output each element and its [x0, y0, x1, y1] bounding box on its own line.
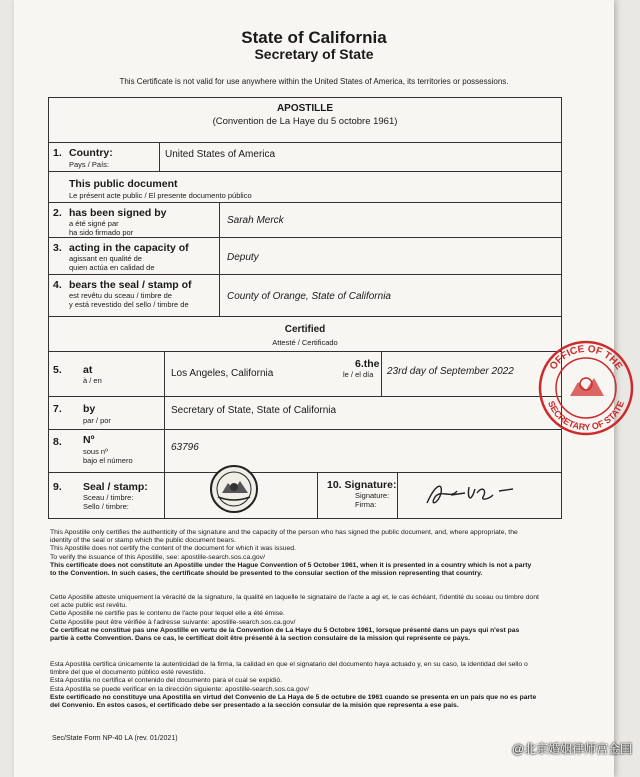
apostille-document — [14, 0, 614, 777]
date-sub: le / el día — [343, 370, 374, 379]
verification-link-fr[interactable]: Cette Apostille peut être vérifiée à l'adresse suivante: apostille-search.sos.ca.gov/ — [50, 618, 296, 626]
secretary-of-state-stamp — [536, 338, 636, 438]
by-sub: par / por — [83, 416, 111, 425]
public-document-sub: Le présent acte public / El presente documento público — [69, 191, 252, 200]
watermark: @北京婚姻律师宫金国 — [511, 742, 632, 756]
spanish-disclaimer — [50, 661, 560, 710]
num-4: 4. — [53, 279, 62, 291]
by-value: Secretary of State, State of California — [171, 405, 337, 416]
capacity-value: Deputy — [227, 252, 259, 263]
num-5: 5. — [53, 364, 62, 376]
row-country — [49, 143, 561, 172]
french-line: Ce certificat ne constitue pas une Apostille en vertu de la Convention de La Haye du 5 Octobre 1961, lorsque présenté dans un pays qui n'est pas — [50, 626, 520, 634]
row-number — [49, 430, 561, 473]
spanish-line: Esta Apostilla certifica únicamente la autenticidad de la firma, la calidad en que el signatario del documento haya actuado y, en su caso, la identidad del sello o — [50, 661, 528, 668]
seal-of-value: County of Orange, State of California — [227, 291, 391, 302]
row-at-date — [49, 352, 561, 397]
number-value: 63796 — [171, 442, 199, 453]
apostille-title: APOSTILLE — [276, 103, 334, 114]
capacity-sub: agissant en qualité de quien actúa en calidad de — [69, 254, 155, 272]
row-seal-of — [49, 275, 561, 317]
num-2: 2. — [53, 207, 62, 219]
english-line: This Apostille does not certify the content of the document for which it was issued. — [50, 545, 296, 553]
great-seal-of-california — [198, 463, 270, 515]
stamp-top-text: OFFICE OF THE — [547, 343, 625, 373]
verification-link-en[interactable]: To verify the issuance of this Apostille, see: apostille-search.sos.ca.gov/ — [50, 553, 265, 561]
row-capacity — [49, 238, 561, 275]
stamp-bottom-text: SECRETARY OF STATE — [546, 399, 626, 433]
num-9: 9. — [53, 481, 62, 493]
country-sub: Pays / País: — [69, 160, 110, 169]
row-by — [49, 397, 561, 430]
validity-notice: This Certificate is not valid for use anywhere within the United States of America, its territories or possessions. — [119, 77, 509, 86]
at-value: Los Angeles, California — [171, 368, 274, 379]
state-title: State of California — [241, 28, 387, 47]
english-disclaimer — [50, 529, 560, 578]
handwritten-signature — [421, 477, 521, 513]
public-document-label: This public document — [69, 178, 178, 190]
english-line: This certificate does not constitute an Apostille under the Hague Convention of 5 October 1961, when it is presented in a country which is not a party — [50, 561, 532, 569]
seal-of-label: bears the seal / stamp of — [69, 279, 192, 291]
num-8: 8. — [53, 436, 62, 448]
signed-label: has been signed by — [69, 207, 167, 219]
num-1: 1. — [53, 147, 62, 159]
seal-of-sub: est revêtu du sceau / timbre de y está revestido del sello / timbre de — [69, 291, 189, 309]
spanish-line: Este certificado no constituye una Apostilla en virtud del Convenio de La Haya de 5 de octubre de 1961 cuando se presenta en un país que no es parte — [50, 693, 537, 701]
number-sub: sous nº bajo el número — [83, 447, 133, 465]
row-seal-signature — [49, 473, 561, 518]
num-7: 7. — [53, 403, 62, 415]
spanish-line: del Convenio. En estos casos, el certificado debe ser presentado a la sección consular de la misión que representa a ese país. — [50, 702, 459, 710]
apostille-box — [48, 97, 562, 519]
apostille-header — [49, 98, 561, 143]
french-disclaimer — [50, 594, 560, 643]
signature-label: 10. Signature: — [327, 479, 397, 491]
date-label: 6.the — [355, 358, 380, 370]
spanish-line: Esta Apostilla no certifica el contenido del documento para el cual se expidió. — [50, 677, 282, 685]
certified-sub: Attesté / Certificado — [272, 338, 338, 347]
french-line: cet acte public est revêtu. — [50, 602, 128, 610]
by-label: by — [83, 403, 96, 415]
number-label: Nº — [83, 434, 95, 446]
country-value: United States of America — [165, 149, 276, 160]
apostille-subtitle: (Convention de La Haye du 5 octobre 1961) — [212, 116, 398, 127]
office-title: Secretary of State — [254, 46, 374, 62]
signature-sub: Signature: Firma: — [355, 491, 390, 509]
spanish-line: timbre del que el documento público esté revestido. — [50, 669, 206, 677]
at-label: at — [83, 364, 93, 376]
svg-text:SECRETARY OF STATE — [546, 399, 626, 432]
form-number: Sec/State Form NP-40 LA (rev. 01/2021) — [52, 735, 178, 742]
verification-link-es[interactable]: Esta Apostilla se puede verificar en la dirección siguiente: apostille-search.sos.ca.gov/ — [50, 685, 309, 693]
row-signed-by — [49, 203, 561, 238]
row-certified — [49, 317, 561, 352]
capacity-label: acting in the capacity of — [69, 242, 189, 254]
signed-value: Sarah Merck — [227, 215, 284, 226]
at-sub: à / en — [83, 376, 102, 385]
certified-label: Certified — [284, 324, 326, 335]
english-line: identity of the seal or stamp which the public document bears. — [50, 537, 236, 545]
signed-sub: a été signé par ha sido firmado por — [69, 219, 134, 237]
english-line: This Apostille only certifies the authenticity of the signature and the capacity of the person who has signed the public document, and, where appropriate, the — [50, 529, 518, 536]
row-public-document — [49, 172, 561, 203]
french-line: Cette Apostille atteste uniquement la véracité de la signature, la qualité en laquelle le signataire de l'acte a agi et, le cas échéant, l'identité du sceau ou timbre dont — [50, 594, 539, 601]
country-label: Country: — [69, 147, 113, 159]
french-line: partie à cette Convention. Dans ce cas, le certificat doit être présenté à la section consulaire de la mission qui représente ce pays. — [50, 635, 471, 643]
num-3: 3. — [53, 242, 62, 254]
seal-stamp-sub: Sceau / timbre: Sello / timbre: — [83, 493, 134, 511]
date-value: 23rd day of September 2022 — [387, 366, 514, 377]
english-line: to the Convention. In such cases, the certificate should be presented to the consular section of the mission representing that country. — [50, 570, 483, 578]
seal-stamp-label: Seal / stamp: — [83, 481, 148, 493]
french-line: Cette Apostille ne certifie pas le contenu de l'acte pour lequel elle a été émise. — [50, 610, 285, 618]
